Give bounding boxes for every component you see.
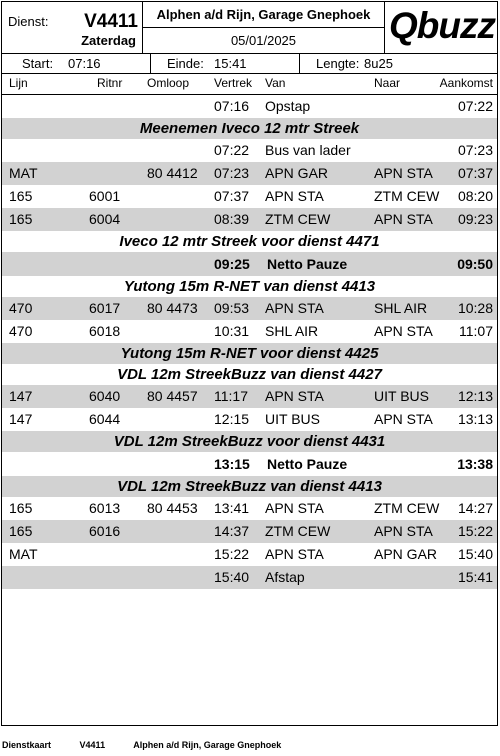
lengte-label: Lengte:	[316, 56, 360, 71]
cell-rit: 6013	[89, 500, 121, 516]
table-row	[2, 497, 497, 520]
table-row	[2, 408, 497, 431]
cell-van: APN STA	[265, 300, 324, 316]
cell-oml: 80 4453	[147, 500, 198, 516]
cell-vt: 09:53	[214, 300, 250, 316]
cell-rit: 6040	[89, 388, 121, 404]
date-label: 05/01/2025	[143, 28, 385, 54]
cell-vt: 15:40	[214, 569, 250, 585]
pause-label: Netto Pauze	[267, 256, 348, 272]
qbuzz-logo	[385, 2, 497, 54]
cell-rit: 6018	[89, 323, 121, 339]
cell-van: SHL AIR	[265, 323, 319, 339]
pause-ank: 13:38	[457, 456, 493, 472]
cell-ank: 12:13	[457, 388, 493, 404]
cell-van: ZTM CEW	[265, 523, 331, 539]
table-row	[2, 185, 497, 208]
cell-vt: 10:31	[214, 323, 250, 339]
lengte-value: 8u25	[364, 56, 393, 71]
table-row	[2, 385, 497, 408]
col-ritnr: Ritnr	[97, 76, 123, 90]
table-row	[2, 566, 497, 589]
cell-naar: APN GAR	[374, 546, 438, 562]
cell-lijn: 165	[9, 500, 33, 516]
table-row	[2, 95, 497, 118]
section-title: Iveco 12 mtr Streek voor dienst 4471	[2, 231, 497, 252]
table-row	[2, 543, 497, 566]
column-headers	[2, 74, 497, 95]
cell-van: APN STA	[265, 388, 324, 404]
cell-naar: APN STA	[374, 523, 433, 539]
cell-van: Bus van lader	[265, 142, 351, 158]
header	[2, 2, 497, 74]
cell-oml: 80 4473	[147, 300, 198, 316]
location-label: Alphen a/d Rijn, Garage Gnephoek	[143, 2, 385, 28]
cell-ank: 15:22	[457, 523, 493, 539]
cell-vt: 08:39	[214, 211, 250, 227]
footer-location: Alphen a/d Rijn, Garage Gnephoek	[133, 740, 282, 750]
cell-vt: 15:22	[214, 546, 250, 562]
cell-ank: 15:41	[457, 569, 493, 585]
col-omloop: Omloop	[147, 76, 190, 90]
cell-vt: 12:15	[214, 411, 250, 427]
col-van: Van	[265, 76, 286, 90]
cell-rit: 6004	[89, 211, 121, 227]
table-row	[2, 162, 497, 185]
section-title: Yutong 15m R-NET voor dienst 4425	[2, 343, 497, 364]
start-label: Start:	[22, 56, 54, 71]
footer-label: Dienstkaart	[2, 740, 52, 750]
pause-vt: 09:25	[214, 256, 250, 272]
cell-van: APN STA	[265, 546, 324, 562]
cell-lijn: 470	[9, 323, 33, 339]
section-title: Meenemen Iveco 12 mtr Streek	[2, 118, 497, 139]
cell-rit: 6017	[89, 300, 121, 316]
pause-row	[2, 452, 497, 476]
section-title: VDL 12m StreekBuzz van dienst 4427	[2, 364, 497, 385]
cell-ank: 14:27	[457, 500, 493, 516]
dienst-value: V4411	[84, 11, 138, 32]
cell-naar: APN STA	[374, 323, 433, 339]
col-naar: Naar	[374, 76, 401, 90]
cell-ank: 07:22	[457, 98, 493, 114]
day-label: Zaterdag	[81, 33, 136, 48]
cell-oml: 80 4412	[147, 165, 198, 181]
cell-lijn: 165	[9, 211, 33, 227]
cell-lijn: 470	[9, 300, 33, 316]
cell-ank: 10:28	[457, 300, 493, 316]
dienstkaart	[1, 1, 498, 726]
dienst-cell	[2, 2, 143, 54]
cell-lijn: 147	[9, 388, 33, 404]
cell-ank: 11:07	[459, 323, 493, 339]
cell-vt: 14:37	[214, 523, 250, 539]
col-aankomst: Aankomst	[439, 76, 493, 90]
cell-rit: 6044	[89, 411, 121, 427]
cell-van: ZTM CEW	[265, 211, 331, 227]
cell-van: Afstap	[265, 569, 305, 585]
cell-vt: 07:16	[214, 98, 250, 114]
cell-naar: ZTM CEW	[374, 188, 440, 204]
einde-value: 15:41	[214, 56, 247, 71]
table-row	[2, 297, 497, 320]
cell-ank: 09:23	[457, 211, 493, 227]
table-row	[2, 320, 497, 343]
col-vertrek: Vertrek	[214, 76, 253, 90]
col-lijn: Lijn	[9, 76, 28, 90]
cell-ank: 15:40	[457, 546, 493, 562]
cell-lijn: 147	[9, 411, 33, 427]
cell-lijn: MAT	[9, 165, 38, 181]
footer-dienst: V4411	[79, 740, 106, 750]
cell-vt: 07:23	[214, 165, 250, 181]
logo-text: Qbuzz	[389, 5, 495, 46]
cell-ank: 13:13	[457, 411, 493, 427]
dienst-label: Dienst:	[8, 14, 49, 29]
pause-ank: 09:50	[457, 256, 493, 272]
cell-van: APN STA	[265, 188, 324, 204]
table-row	[2, 208, 497, 231]
cell-naar: APN STA	[374, 411, 433, 427]
pause-label: Netto Pauze	[267, 456, 348, 472]
cell-ank: 07:37	[457, 165, 493, 181]
cell-oml: 80 4457	[147, 388, 198, 404]
cell-van: UIT BUS	[265, 411, 320, 427]
start-value: 07:16	[68, 56, 101, 71]
times-bar	[2, 54, 497, 74]
section-title: VDL 12m StreekBuzz van dienst 4413	[2, 476, 497, 497]
cell-lijn: 165	[9, 188, 33, 204]
cell-naar: APN STA	[374, 165, 433, 181]
cell-naar: SHL AIR	[374, 300, 428, 316]
cell-rit: 6016	[89, 523, 121, 539]
cell-vt: 13:41	[214, 500, 250, 516]
section-title: Yutong 15m R-NET van dienst 4413	[2, 276, 497, 297]
pause-row	[2, 252, 497, 276]
cell-vt: 07:37	[214, 188, 250, 204]
cell-vt: 11:17	[214, 388, 248, 404]
cell-ank: 07:23	[457, 142, 493, 158]
cell-naar: APN STA	[374, 211, 433, 227]
cell-rit: 6001	[89, 188, 121, 204]
cell-van: Opstap	[265, 98, 311, 114]
cell-van: APN STA	[265, 500, 324, 516]
cell-ank: 08:20	[457, 188, 493, 204]
pause-vt: 13:15	[214, 456, 250, 472]
einde-label: Einde:	[167, 56, 204, 71]
cell-naar: ZTM CEW	[374, 500, 440, 516]
section-title: VDL 12m StreekBuzz voor dienst 4431	[2, 431, 497, 452]
footer	[2, 740, 307, 750]
table-row	[2, 139, 497, 162]
cell-naar: UIT BUS	[374, 388, 429, 404]
cell-van: APN GAR	[265, 165, 329, 181]
cell-lijn: MAT	[9, 546, 38, 562]
cell-lijn: 165	[9, 523, 33, 539]
table-row	[2, 520, 497, 543]
cell-vt: 07:22	[214, 142, 250, 158]
